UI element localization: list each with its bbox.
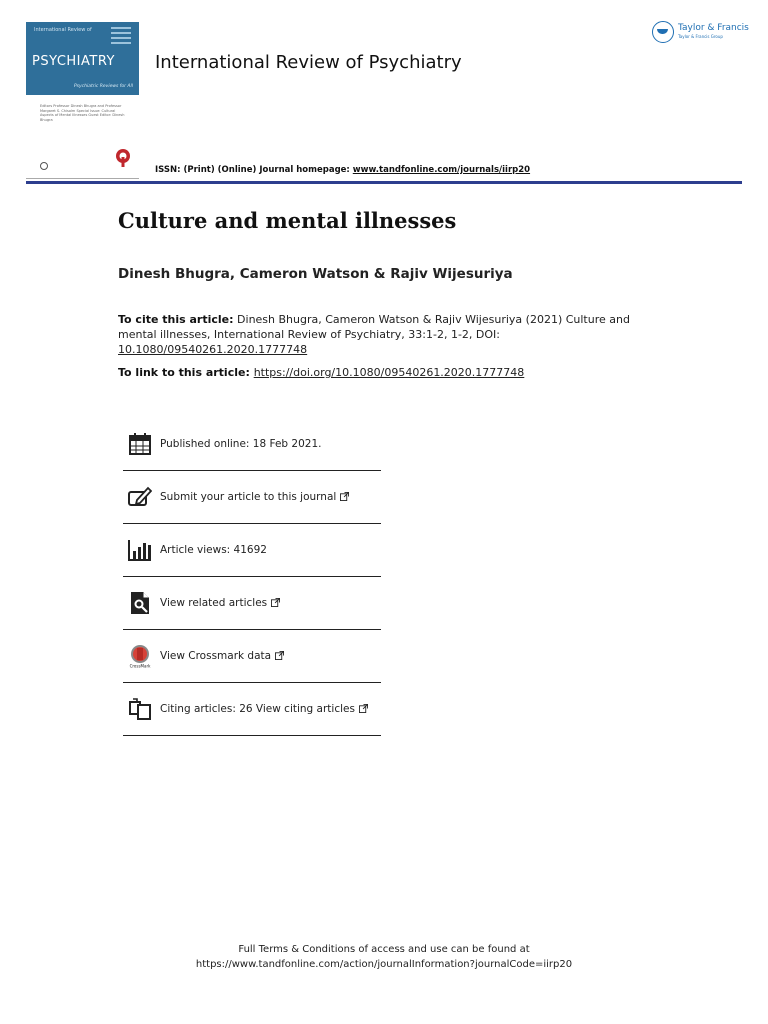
journal-homepage-link[interactable]: www.tandfonline.com/journals/iirp20 (352, 165, 531, 175)
article-doi-link[interactable]: https://doi.org/10.1080/09540261.2020.1777748 (253, 366, 525, 379)
submit-article-link[interactable]: Submit your article to this journal (160, 491, 337, 503)
article-views-row (123, 524, 381, 577)
external-link-icon (275, 651, 284, 660)
calendar-icon (128, 432, 152, 456)
link-label: To link to this article: (118, 366, 254, 379)
article-link-line (118, 366, 524, 379)
issn-label: ISSN: (Print) (Online) Journal homepage: (155, 165, 353, 175)
article-info-list (123, 418, 381, 736)
article-title: Culture and mental illnesses (118, 208, 457, 233)
journal-cover-image (26, 22, 139, 95)
citing-articles-row[interactable] (123, 683, 381, 736)
cover-title: PSYCHIATRY (32, 54, 115, 69)
crossmark-logo-icon (114, 148, 132, 168)
citation-label: To cite this article: (118, 313, 234, 326)
cover-subtitle: Psychiatric Reviews for All (73, 84, 133, 89)
crossmark-icon (128, 644, 152, 668)
citation-text: Dinesh Bhugra, Cameron Watson & Rajiv Wijesuriya (2021) Culture and mental illnesses, International Review of Psychiatry, 33:1-2, 1-2, DOI: (118, 313, 630, 341)
related-articles-link[interactable]: View related articles (160, 597, 268, 609)
edit-icon (128, 485, 152, 509)
article-authors: Dinesh Bhugra, Cameron Watson & Rajiv Wijesuriya (118, 266, 513, 282)
header-rule (26, 181, 742, 184)
crossmark-link[interactable]: View Crossmark data (160, 650, 272, 662)
terms-footer-link[interactable]: https://www.tandfonline.com/action/journalInformation?journalCode=iirp20 (195, 959, 573, 970)
bar-chart-icon (128, 538, 152, 562)
cover-top-text: International Review of (34, 27, 92, 33)
submit-article-row[interactable] (123, 471, 381, 524)
issn-line (155, 165, 530, 175)
external-link-icon (340, 492, 349, 501)
publisher-name: Taylor & Francis (678, 23, 749, 33)
cover-editor-notes: Editors Professor Dinesh Bhugra and Professor Margaret S. Chisolm Special Issue: Cultural Aspects of Mental Illnesses Guest Editor: Dinesh Bhugra (40, 104, 125, 122)
published-online-text: Published online: 18 Feb 2021. (160, 438, 322, 450)
terms-footer-line1: Full Terms & Conditions of access and use can be found at (238, 944, 530, 955)
published-online-row (123, 418, 381, 471)
publisher-group: Taylor & Francis Group (678, 34, 723, 39)
citation-block (118, 312, 638, 357)
citation-doi-link[interactable]: 10.1080/09540261.2020.1777748 (118, 343, 308, 356)
citing-icon (128, 697, 152, 721)
taylor-francis-icon (652, 21, 674, 43)
related-articles-row[interactable] (123, 577, 381, 630)
crossmark-row[interactable] (123, 630, 381, 683)
svg-text:CrossMark: CrossMark (129, 663, 151, 668)
search-document-icon (128, 591, 152, 615)
terms-footer (0, 942, 768, 972)
external-link-icon (271, 598, 280, 607)
journal-title[interactable]: International Review of Psychiatry (155, 52, 462, 73)
routledge-logo (40, 162, 50, 170)
divider (26, 178, 139, 179)
article-views-text: Article views: 41692 (160, 544, 267, 556)
external-link-icon (359, 704, 368, 713)
citing-articles-link[interactable]: Citing articles: 26 View citing articles (160, 703, 355, 715)
